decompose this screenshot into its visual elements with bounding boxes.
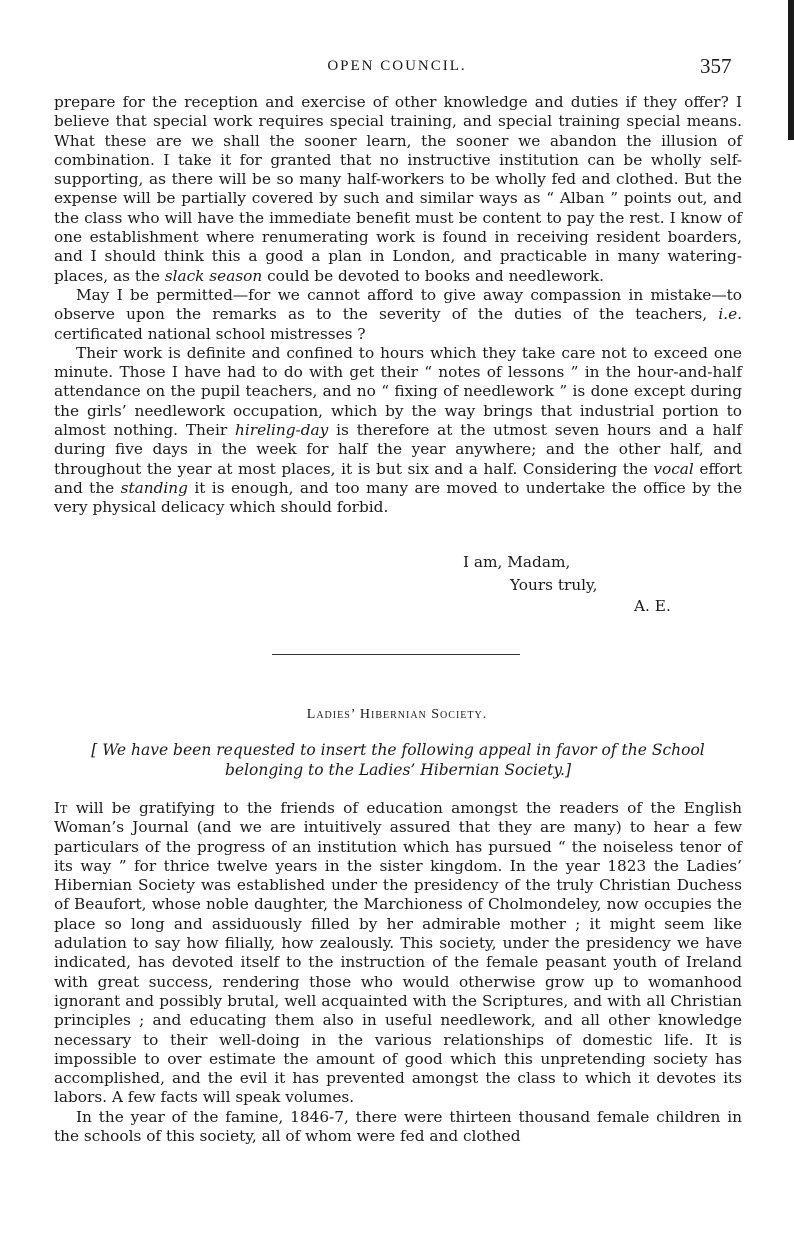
section-divider (272, 654, 520, 655)
section-title: Ladies’ Hibernian Society. (306, 707, 488, 722)
letter-closing: I am, Madam, (463, 553, 571, 571)
letter-body (54, 93, 742, 518)
article-paragraph-2: In the year of the famine, 1846-7, there were thirteen thousand female children in the schools of this society, all of whom were fed and clothed (54, 1107, 742, 1146)
letter-paragraph-2: May I be permitted—for we cannot afford to give away compassion in mistake—to observe upon the remarks as to the severity of the duties of the teachers, i.e. certificated national school mistresses ? (54, 285, 742, 343)
lead-word: It (54, 799, 68, 817)
letter-signature: A. E. (634, 597, 671, 615)
section-intro: [ We have been requested to insert the following appeal in favor of the School belonging to the Ladies’ Hibernian Society.] (91, 741, 705, 779)
page-number: 357 (700, 54, 732, 78)
letter-paragraph-1: prepare for the reception and exercise of other knowledge and duties if they offer? I believe that special work requires special training, and special training special means. What these are we shall the sooner learn, the sooner we abandon the illusion of combination. I take it for granted that no instructive institution can be wholly self-supporting, as there will be so many half-workers to be wholly fed and clothed. But the expense will be partially covered by such and similar ways as “ Alban ” points out, and the class who will have the immediate benefit must be content to pay the rest. I know of one establishment where renumerating work is found in receiving resident boarders, and I should think this a good a plan in London, and practicable in many watering-places, as the slack season could be devoted to books and needlework. (54, 93, 742, 285)
article-paragraph-1: It will be gratifying to the friends of education amongst the readers of the English Woman’s Journal (and we are intuitively assured that they are many) to hear a few particulars of the progress of an institution which has pursued “ the noiseless tenor of its way ” for thrice twelve years in the sister kingdom. In the year 1823 the Ladies’ Hibernian Society was established under the presidency of the truly Christian Duchess of Beaufort, whose noble daughter, the Marchioness of Cholmondeley, now occupies the place so long and assiduously filled by her admirable mother ; it might seem like adulation to say how filially, how zealously. This society, under the presidency we have indicated, has devoted itself to the instruction of the female peasant youth of Ireland with great success, rendering those who would otherwise grow up to womanhood ignorant and possibly brutal, well acquainted with the Scriptures, and with all Christian principles ; and educating them also in useful needlework, and all other knowledge necessary to their well-doing in the various relationships of domestic life. It is impossible to over estimate the amount of good which this unpretending society has accomplished, and the evil it has prevented amongst the class to which it devotes its labors. A few facts will speak volumes. (54, 799, 742, 1107)
article-body (54, 799, 742, 1146)
letter-paragraph-3: Their work is definite and confined to hours which they take care not to exceed one minute. Those I have had to do with get their “ notes of lessons ” in the hour-and-half attendance on the pupil teachers, and no “ fixing of needlework ” is done except during the girls’ needlework occupation, which by the way brings that industrial portion to almost nothing. Their hireling-day is therefore at the utmost seven hours and a half during five days in the week for half the year anywhere; and the other half, and throughout the year at most places, it is but six and a half. Considering the vocal effort and the standing it is enough, and too many are moved to undertake the office by the very physical delicacy which should forbid. (54, 343, 743, 517)
letter-closing-2: Yours truly, (510, 576, 598, 594)
running-header: OPEN COUNCIL. (327, 58, 467, 74)
